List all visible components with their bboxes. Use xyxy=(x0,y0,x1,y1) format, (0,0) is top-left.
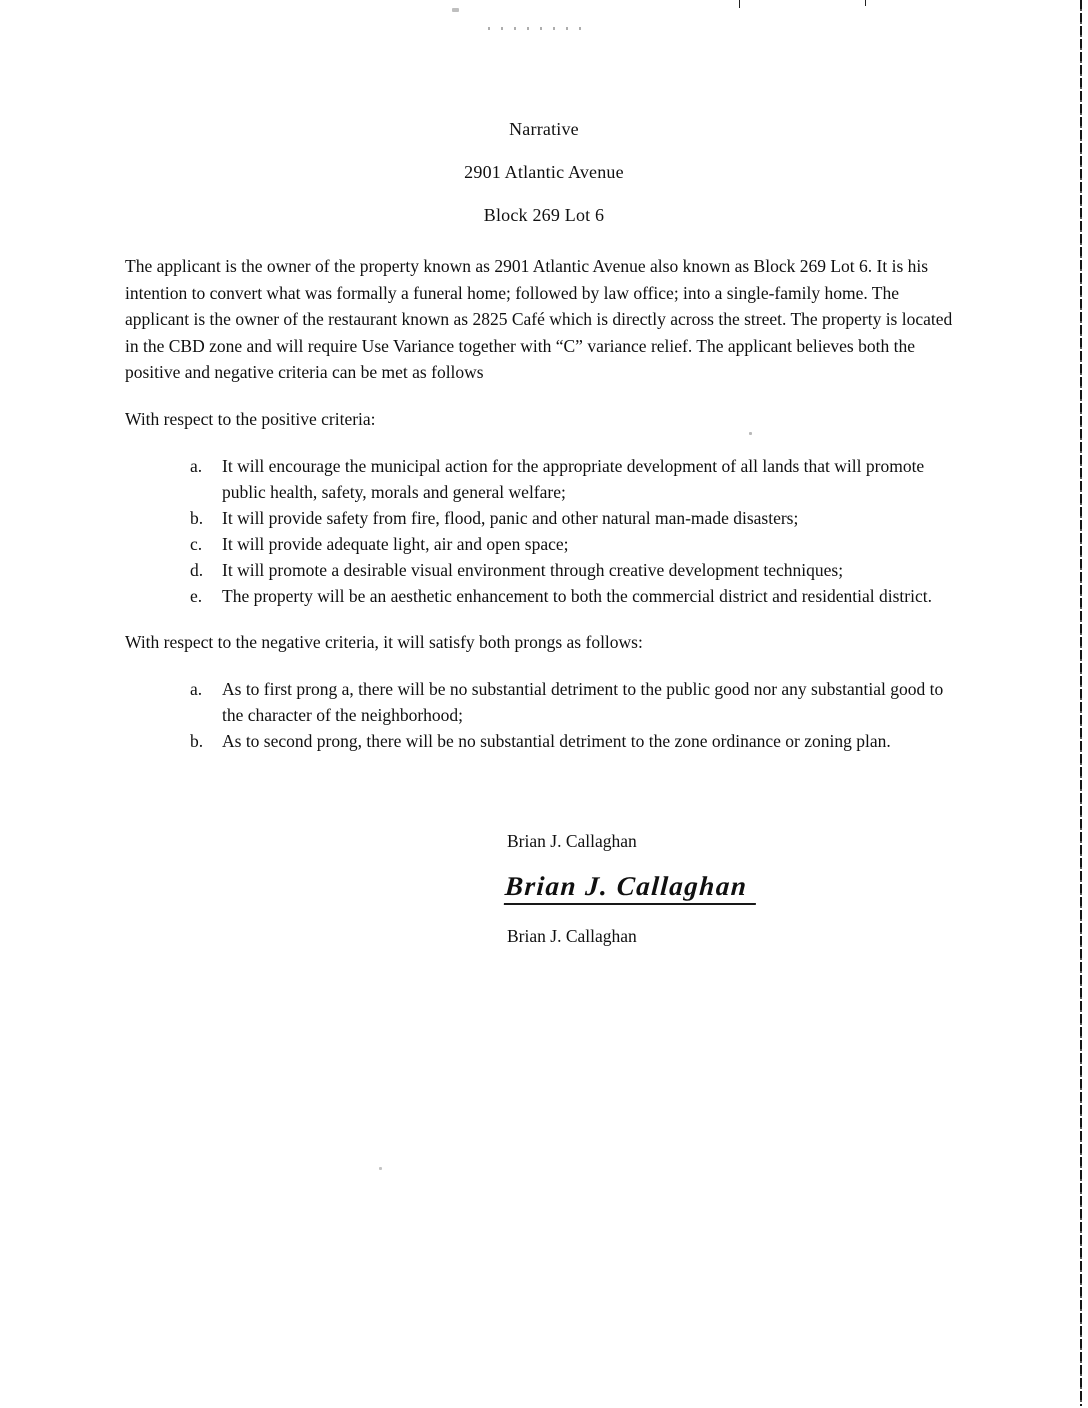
intro-paragraph: The applicant is the owner of the property known as 2901 Atlantic Avenue also known as Block 269 Lot 6. It is his intention to convert what was formally a funeral home; followed by law office; into a single-family home. The applicant is the owner of the restaurant known as 2825 Café which is directly across the street. The property is located in the CBD zone and will require Use Variance together with “C” variance relief. The applicant believes both the positive and negative criteria can be met as follows xyxy=(125,256,953,382)
list-item-text: It will promote a desirable visual environment through creative development techniques; xyxy=(222,559,844,580)
scan-artifact-speck xyxy=(379,1167,382,1170)
list-item-text: It will provide safety from fire, flood, panic and other natural man-made disasters; xyxy=(222,507,799,528)
scan-artifact-edge-line xyxy=(1080,0,1082,1406)
list-item xyxy=(190,453,980,505)
list-item-label: d. xyxy=(190,559,204,580)
signer-name-typed: Brian J. Callaghan xyxy=(507,830,637,851)
scan-artifact-speck xyxy=(452,8,459,12)
list-item xyxy=(190,505,980,531)
list-item-label: c. xyxy=(190,533,203,554)
scan-artifact-tick xyxy=(739,0,740,8)
handwritten-signature: Brian J. Callaghan xyxy=(504,871,759,905)
list-item-text: As to first prong a, there will be no substantial detriment to the public good nor any substantial good to the character of the neighborhood; xyxy=(222,678,944,725)
list-item-text: The property will be an aesthetic enhancement to both the commercial district and residential district. xyxy=(222,585,932,606)
list-item xyxy=(190,728,980,754)
positive-criteria-list xyxy=(190,453,980,609)
document-headings xyxy=(0,0,1088,224)
list-item-label: a. xyxy=(190,455,203,476)
list-item-label: b. xyxy=(190,730,204,751)
signature-block xyxy=(505,832,1088,945)
block-lot-heading: Block 269 Lot 6 xyxy=(483,205,605,225)
list-item xyxy=(190,557,980,583)
list-item-label: e. xyxy=(190,585,203,606)
signer-name-typed: Brian J. Callaghan xyxy=(507,925,637,946)
positive-criteria-heading: With respect to the positive criteria: xyxy=(125,408,376,429)
list-item xyxy=(190,583,980,609)
list-item-text: It will provide adequate light, air and open space; xyxy=(222,533,569,554)
scan-artifact-dots xyxy=(488,27,592,30)
list-item-text: As to second prong, there will be no substantial detriment to the zone ordinance or zoning plan. xyxy=(222,730,891,751)
scan-artifact-speck xyxy=(749,432,752,435)
document-title: Narrative xyxy=(509,119,579,139)
list-item-text: It will encourage the municipal action for the appropriate development of all lands that will promote public health, safety, morals and general welfare; xyxy=(222,455,925,502)
scan-artifact-tick xyxy=(865,0,866,6)
negative-criteria-heading: With respect to the negative criteria, it will satisfy both prongs as follows: xyxy=(125,631,643,652)
negative-criteria-list xyxy=(190,676,980,754)
property-address-heading: 2901 Atlantic Avenue xyxy=(464,162,624,182)
list-item-label: b. xyxy=(190,507,204,528)
list-item xyxy=(190,531,980,557)
list-item-label: a. xyxy=(190,678,203,699)
list-item xyxy=(190,676,980,728)
